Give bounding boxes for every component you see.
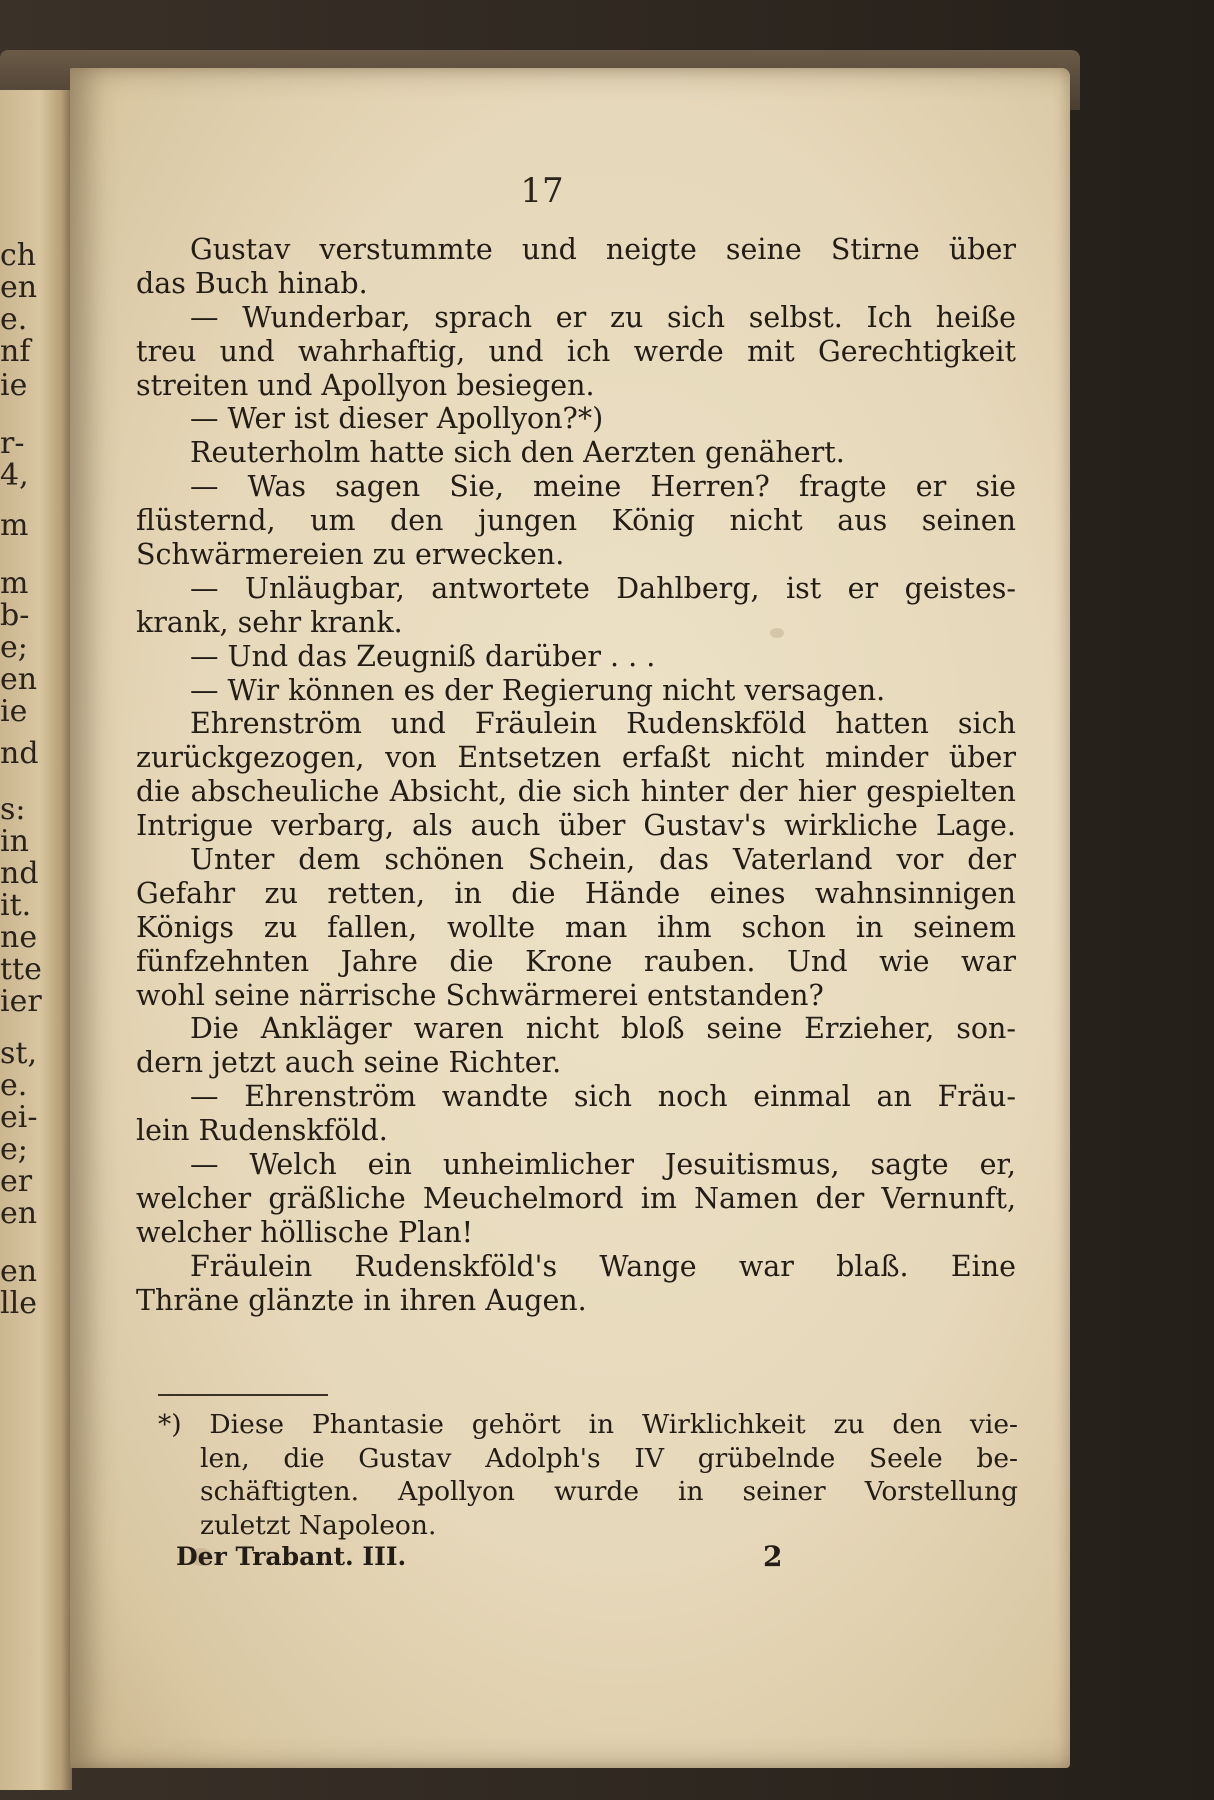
left-page-fragment: en [0, 270, 38, 305]
text-line: — Was sagen Sie, meine Herren? fragte er sie [190, 470, 1016, 504]
footnote-line: zuletzt Napoleon. [200, 1509, 437, 1541]
text-line: wohl seine närrische Schwärmerei entstanden? [136, 978, 824, 1012]
left-page-fragment: tte [0, 952, 42, 987]
text-line: — Welch ein unheimlicher Jesuitismus, sagte er, [190, 1148, 1016, 1182]
text-line: flüsternd, um den jungen König nicht aus seinen [136, 504, 1016, 538]
signature-line: Der Trabant. III. [176, 1542, 407, 1571]
left-page-fragment: b- [0, 598, 30, 633]
left-page-fragment: e. [0, 302, 28, 337]
text-line: zurückgezogen, von Entsetzen erfaßt nicht minder über [136, 741, 1016, 775]
text-line: die abscheuliche Absicht, die sich hinter der hier gespielten [136, 775, 1016, 809]
left-page-fragment: ne [0, 920, 38, 955]
left-page-edge [0, 90, 72, 1790]
footnote-line: *) Diese Phantasie gehört in Wirklichkeit zu den vie- [158, 1409, 1018, 1440]
left-page-fragment: s: [0, 792, 26, 827]
text-line: Intrigue verbarg, als auch über Gustav's wirkliche Lage. [136, 809, 1016, 843]
page-number: 17 [520, 171, 564, 211]
text-line: Thräne glänzte in ihren Augen. [136, 1283, 587, 1317]
left-page-fragment: ier [0, 984, 42, 1019]
text-line: — Und das Zeugniß darüber . . . [190, 639, 656, 673]
text-line: — Ehrenström wandte sich noch einmal an Fräu- [190, 1080, 1016, 1114]
left-page-fragment: m [0, 508, 29, 543]
left-page-fragment: it. [0, 888, 32, 923]
left-page-fragment: ch [0, 238, 37, 273]
sheet-number: 2 [763, 1540, 783, 1573]
left-page-fragment: m [0, 566, 29, 601]
text-line: treu und wahrhaftig, und ich werde mit Gerechtigkeit [136, 334, 1016, 368]
text-line: krank, sehr krank. [136, 605, 403, 639]
text-line: — Wunderbar, sprach er zu sich selbst. Ich heiße [190, 300, 1016, 334]
text-line: Die Ankläger waren nicht bloß seine Erzieher, son- [190, 1012, 1016, 1046]
text-line: Unter dem schönen Schein, das Vaterland vor der [190, 843, 1016, 877]
text-line: Gustav verstummte und neigte seine Stirne über [190, 233, 1016, 266]
text-line: — Wer ist dieser Apollyon?*) [190, 402, 604, 436]
text-line: das Buch hinab. [136, 266, 368, 300]
text-line: Ehrenström und Fräulein Rudenskföld hatten sich [190, 707, 1016, 741]
left-page-fragment: ie [0, 368, 28, 403]
book-page [70, 68, 1070, 1768]
left-page-fragment: lle [0, 1286, 37, 1321]
left-page-fragment: e. [0, 1068, 28, 1103]
text-line: Gefahr zu retten, in die Hände eines wahnsinnigen [136, 876, 1016, 910]
left-page-fragment: en [0, 1196, 38, 1231]
text-line: Schwärmereien zu erwecken. [136, 538, 565, 572]
text-line: fünfzehnten Jahre die Krone rauben. Und wie war [136, 944, 1016, 978]
left-page-fragment: nd [0, 856, 39, 891]
footnote-line: schäftigten. Apollyon wurde in seiner Vorstellung [200, 1476, 1018, 1507]
left-page-fragment: ei- [0, 1100, 38, 1135]
left-page-fragment: ie [0, 694, 28, 729]
text-line: — Wir können es der Regierung nicht versagen. [190, 673, 886, 707]
left-page-fragment: en [0, 1254, 38, 1289]
left-page-fragment: en [0, 662, 38, 697]
left-page-fragment: nf [0, 334, 31, 369]
left-page-fragment: er [0, 1164, 33, 1199]
left-page-fragment: e; [0, 1132, 28, 1167]
text-line: Reuterholm hatte sich den Aerzten genähert. [190, 436, 845, 470]
footnote-rule [158, 1394, 328, 1396]
text-line: streiten und Apollyon besiegen. [136, 368, 595, 402]
main-text [136, 233, 1016, 1318]
text-line: welcher gräßliche Meuchelmord im Namen der Vernunft, [136, 1181, 1016, 1215]
text-line: Königs zu fallen, wollte man ihm schon in seinem [136, 910, 1016, 944]
footnote [158, 1408, 1018, 1542]
left-page-fragment: nd [0, 736, 39, 771]
text-line: Fräulein Rudenskföld's Wange war blaß. Eine [190, 1249, 1016, 1283]
text-line: — Unläugbar, antwortete Dahlberg, ist er geistes- [190, 571, 1016, 605]
left-page-fragment: e; [0, 630, 28, 665]
text-line: lein Rudenskföld. [136, 1114, 388, 1148]
left-page-fragment: 4, [0, 458, 29, 493]
text-line: dern jetzt auch seine Richter. [136, 1046, 562, 1080]
text-line: welcher höllische Plan! [136, 1215, 474, 1249]
left-page-fragment: in [0, 824, 29, 859]
footnote-line: len, die Gustav Adolph's IV grübelnde Seele be- [200, 1442, 1018, 1474]
left-page-fragment: st, [0, 1036, 37, 1071]
left-page-fragment: r- [0, 426, 25, 461]
